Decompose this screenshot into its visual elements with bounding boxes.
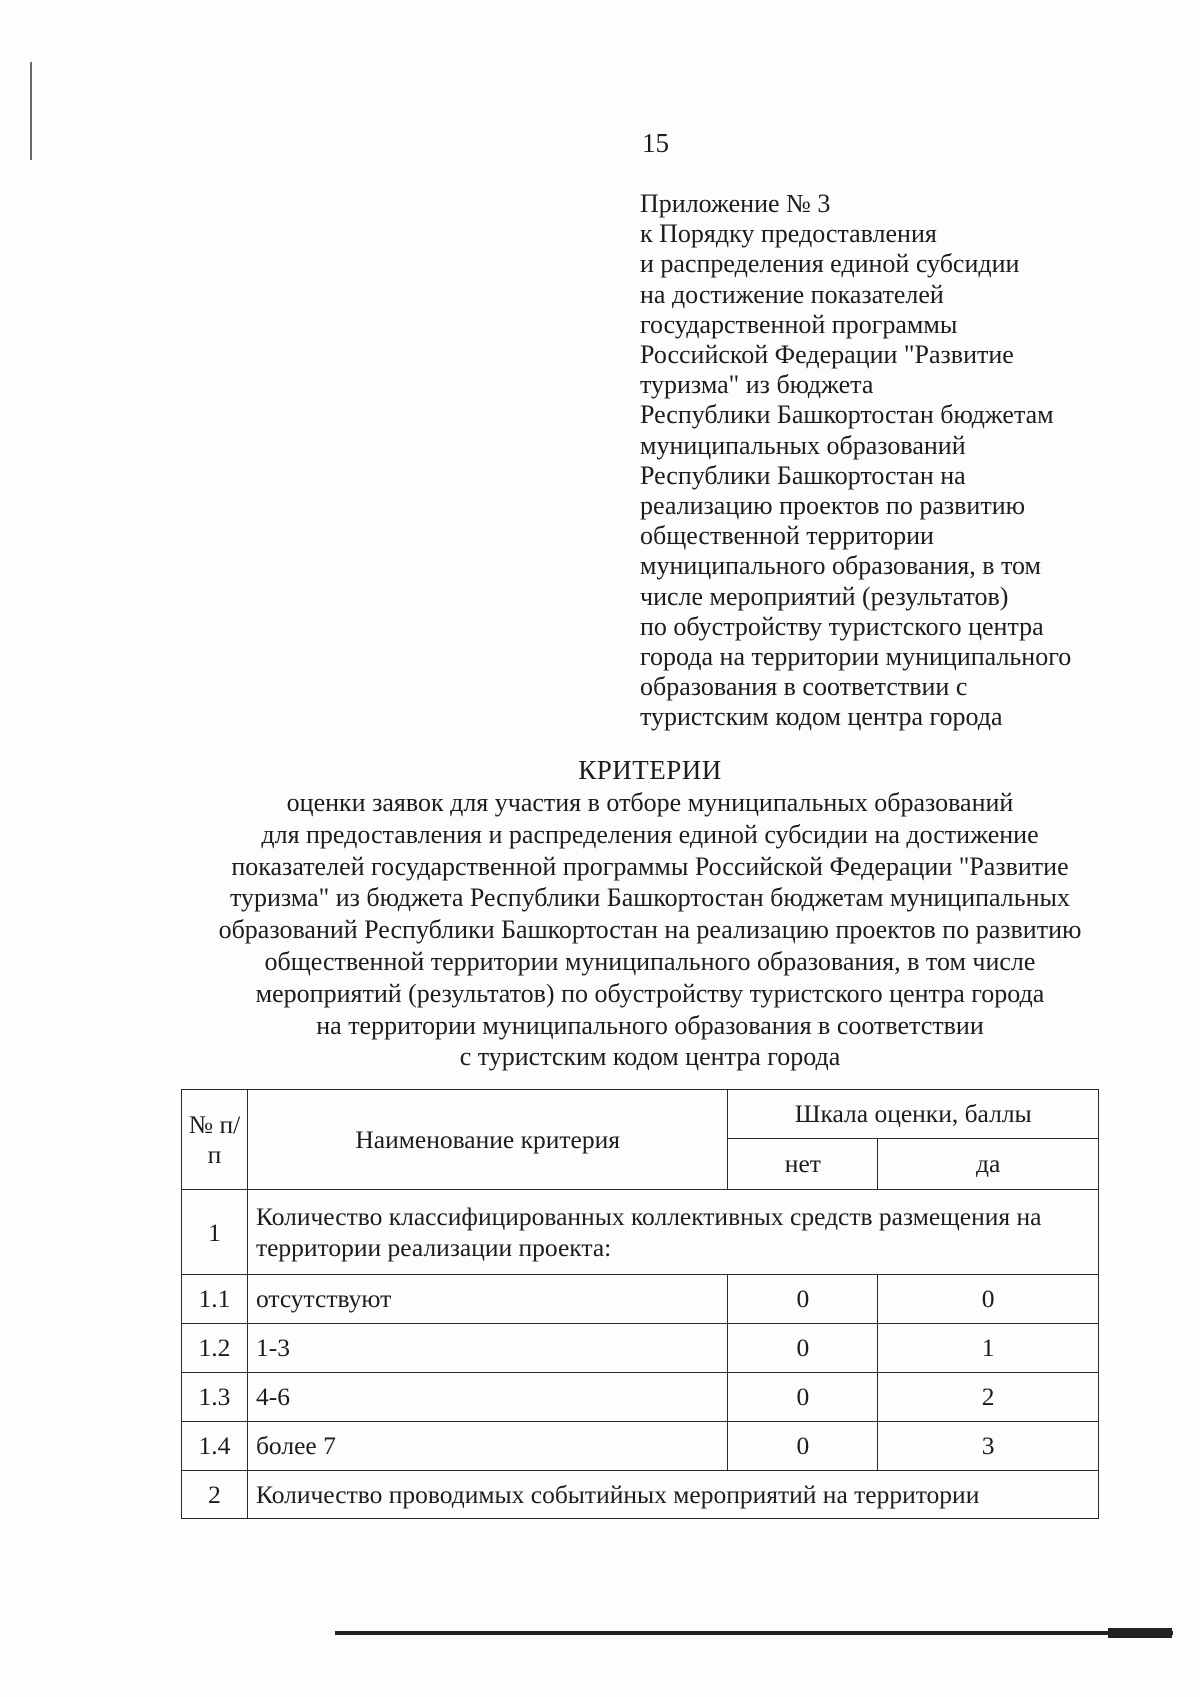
subtitle-line: оценки заявок для участия в отборе муниципальных образований [286,788,1014,817]
row-criterion: Количество проводимых событийных мероприятий на территории [247,1471,1098,1519]
appendix-line: и распределения единой субсидии [640,249,1020,279]
appendix-line: муниципальных образований [640,430,966,460]
appendix-line: муниципального образования, в том [640,551,1041,581]
table-row [182,1373,1099,1422]
appendix-line: образования в соответствии с [640,672,968,702]
row-num: 2 [182,1471,248,1519]
header-yes: да [878,1139,1099,1190]
header-no: нет [728,1139,878,1190]
appendix-line: на достижение показателей [640,279,944,309]
appendix-line: Российской Федерации "Развитие [640,340,1014,370]
table-header-row [182,1090,1099,1139]
appendix-line: Приложение № 3 [640,189,831,218]
appendix-line: к Порядку предоставления [640,219,937,249]
row-score-no: 0 [728,1275,878,1324]
appendix-line: по обустройству туристского центра [640,611,1044,641]
row-num: 1.3 [182,1373,248,1422]
table-row [182,1471,1099,1519]
criteria-table [181,1089,1099,1519]
subtitle-line: показателей государственной программы Российской Федерации "Развитие [231,851,1069,881]
row-criterion: Количество классифицированных коллективных средств размещения на территории реализации проекта: [247,1190,1098,1275]
table-row [182,1422,1099,1471]
appendix-line: туристским кодом центра города [640,702,1003,732]
table-row [182,1275,1099,1324]
document-title: КРИТЕРИИ [578,755,722,785]
row-criterion: 4-6 [247,1373,727,1422]
appendix-line: реализацию проектов по развитию [640,491,1026,521]
document-subtitle [0,787,1200,1073]
row-score-yes: 2 [878,1373,1099,1422]
appendix-line: числе мероприятий (результатов) [640,581,1009,611]
subtitle-line: мероприятий (результатов) по обустройству туристского центра города [255,978,1045,1008]
margin-mark [30,62,32,160]
subtitle-line: общественной территории муниципального образования, в том числе [264,946,1036,976]
footer-rule-end [1108,1628,1172,1638]
row-score-no: 0 [728,1373,878,1422]
row-score-no: 0 [728,1422,878,1471]
header-criterion-name: Наименование критерия [247,1090,727,1190]
table-row [182,1190,1099,1275]
header-num: № п/п [182,1090,248,1190]
table-row [182,1324,1099,1373]
row-score-yes: 1 [878,1324,1099,1373]
row-criterion: более 7 [247,1422,727,1471]
subtitle-line: для предоставления и распределения единой субсидии на достижение [261,819,1039,849]
header-scale: Шкала оценки, баллы [728,1090,1099,1139]
row-num: 1.4 [182,1422,248,1471]
row-score-no: 0 [728,1324,878,1373]
appendix-line: государственной программы [640,309,958,339]
appendix-line: общественной территории [640,521,934,551]
appendix-line: Республики Башкортостан на [640,460,966,490]
appendix-reference [640,189,1160,733]
page-number: 15 [642,128,669,158]
subtitle-line: с туристским кодом центра города [459,1042,841,1072]
row-score-yes: 3 [878,1422,1099,1471]
row-criterion: 1-3 [247,1324,727,1373]
appendix-line: Республики Башкортостан бюджетам [640,400,1054,430]
row-score-yes: 0 [878,1275,1099,1324]
footer-rule [335,1631,1173,1635]
row-num: 1 [182,1190,248,1275]
appendix-line: города на территории муниципального [640,642,1072,672]
subtitle-line: на территории муниципального образования в соответствии [316,1010,984,1040]
subtitle-line: туризма" из бюджета Республики Башкортостан бюджетам муниципальных [229,883,1071,913]
row-criterion: отсутствуют [247,1275,727,1324]
appendix-line: туризма" из бюджета [640,370,874,400]
subtitle-line: образований Республики Башкортостан на реализацию проектов по развитию [218,915,1082,945]
row-num: 1.1 [182,1275,248,1324]
row-num: 1.2 [182,1324,248,1373]
